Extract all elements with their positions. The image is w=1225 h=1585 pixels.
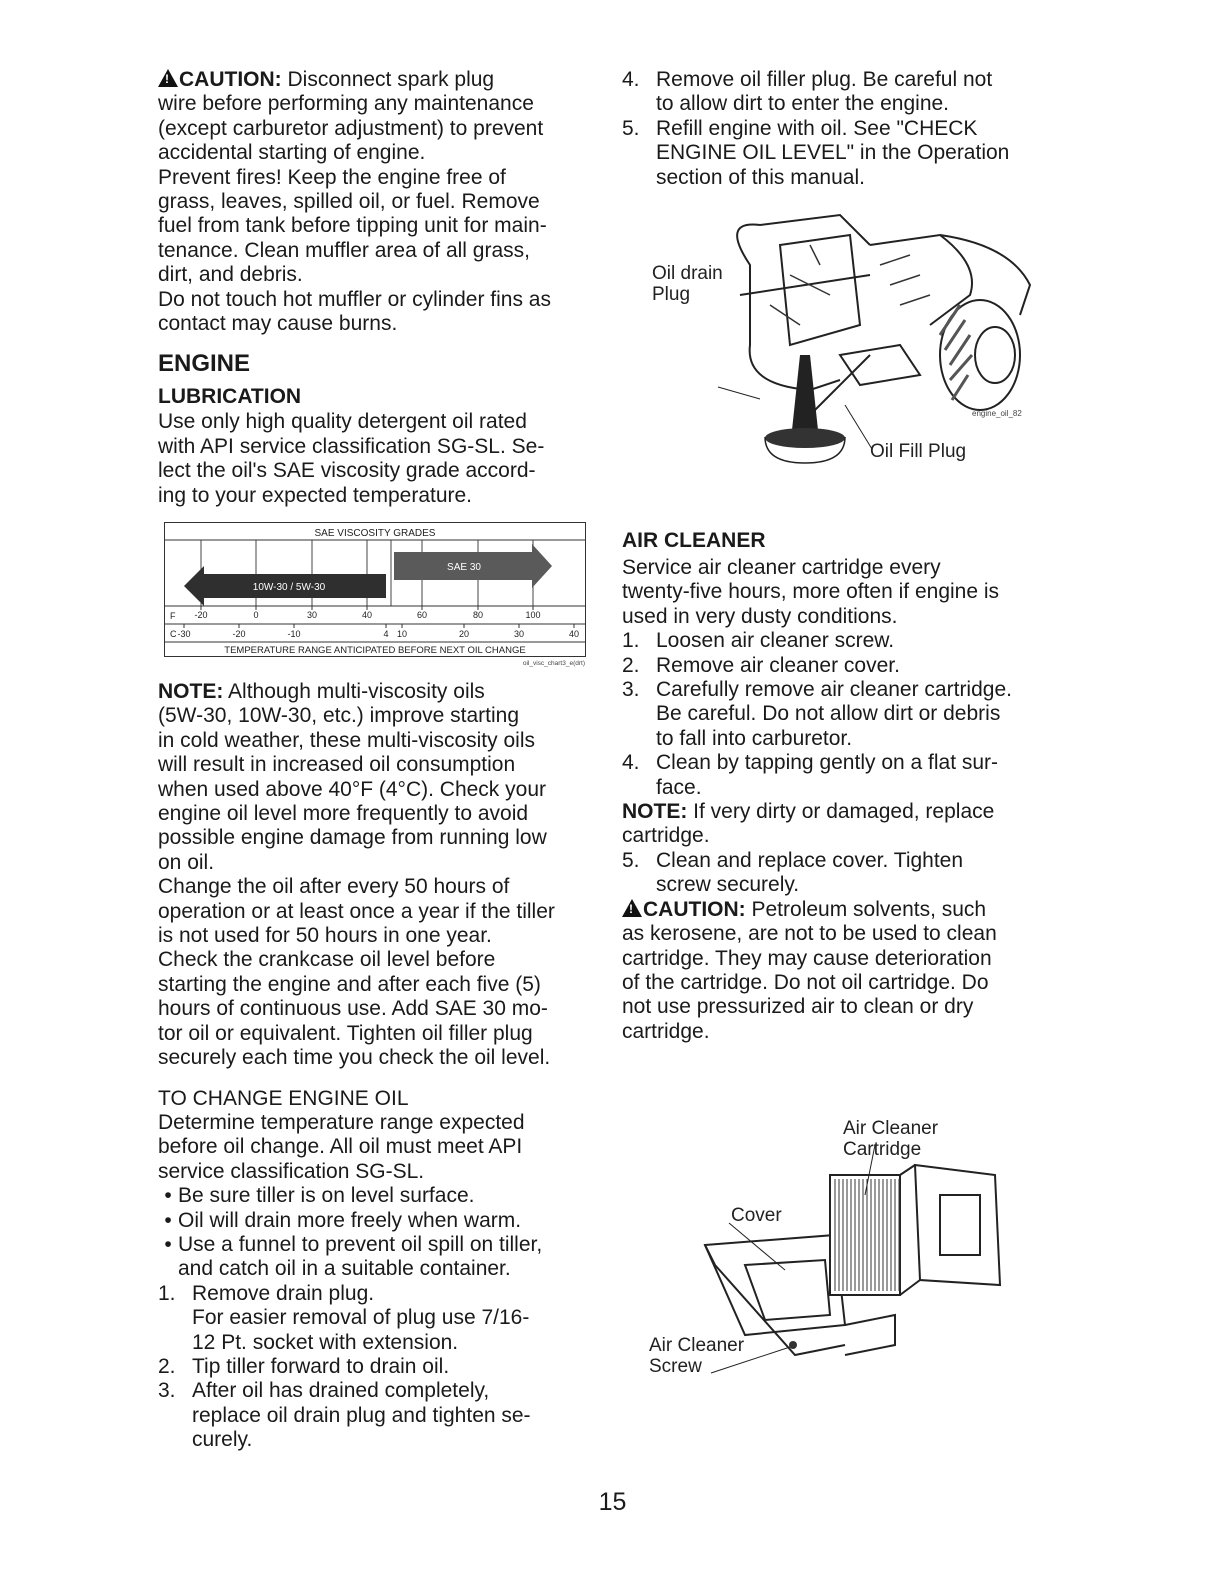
change-oil-steps [158, 1282, 598, 1453]
step-text: After oil has drained completely, [192, 1379, 490, 1403]
air-cleaner-step-5 [622, 849, 1052, 898]
fahrenheit-tick-label: 40 [361, 610, 373, 620]
text-line: service classification SG-SL. [158, 1159, 425, 1183]
text-line: ing to your expected temperature. [158, 483, 473, 507]
text-line: tenance. Clean muffler area of all grass, [158, 238, 530, 262]
text-line: Although multi-viscosity oils [228, 680, 485, 703]
text-line: before oil change. All oil must meet API [158, 1135, 523, 1159]
text-line: Change the oil after every 50 hours of [158, 875, 510, 899]
celsius-tick-label: 10 [396, 629, 408, 639]
numbered-step-line [622, 849, 1052, 873]
step-text: Carefully remove air cleaner cartridge. [656, 678, 1012, 702]
numbered-step-line [158, 1306, 598, 1330]
numbered-step-line [622, 629, 1052, 653]
bullet-text: and catch oil in a suitable container. [178, 1257, 511, 1281]
step-number [158, 1331, 192, 1355]
step-number [622, 141, 656, 165]
oil-pan [765, 428, 845, 448]
fahrenheit-tick-label: 30 [306, 610, 318, 620]
note-body [158, 704, 598, 1070]
numbered-step-line [158, 1379, 598, 1403]
text-line: securely each time you check the oil level. [158, 1046, 551, 1070]
numbered-step-line [622, 873, 1052, 897]
bullet-line [158, 1233, 598, 1257]
numbered-step-line [622, 141, 1052, 165]
fahrenheit-tick-label: 80 [472, 610, 484, 620]
text-line: possible engine damage from running low [158, 826, 547, 850]
text-line: Determine temperature range expected [158, 1110, 525, 1134]
step-text: section of this manual. [656, 165, 865, 189]
label-line: Screw [649, 1356, 702, 1377]
step-text: ENGINE OIL LEVEL" in the Operation [656, 141, 1010, 165]
bullet-icon: • [164, 1232, 172, 1256]
cover-leader [729, 1223, 785, 1270]
lubrication-body [158, 410, 598, 508]
oil-stream [792, 355, 818, 430]
viscosity-chart [164, 522, 588, 668]
text-line: with API service classification SG-SL. Se- [158, 434, 545, 458]
celsius-tick-label: 4 [383, 629, 389, 639]
step-number [622, 92, 656, 116]
text-line: is not used for 50 hours in one year. [158, 924, 492, 948]
step-number: 2. [158, 1354, 176, 1378]
step-text: face. [656, 775, 702, 799]
text-line: when used above 40°F (4°C). Check your [158, 777, 546, 801]
change-oil-body [158, 1111, 598, 1184]
step-text: 12 Pt. socket with extension. [192, 1330, 459, 1354]
text-line: starting the engine and after each five (5) [158, 972, 541, 996]
change-oil-heading: TO CHANGE ENGINE OIL [158, 1086, 409, 1110]
numbered-step-line [158, 1355, 598, 1379]
celsius-tick-label: 40 [568, 629, 580, 639]
text-line: contact may cause burns. [158, 312, 398, 336]
numbered-step-line [622, 92, 1052, 116]
tiller-illustration [640, 205, 1040, 475]
step-number: 5. [622, 116, 640, 140]
text-line: Use only high quality detergent oil rated [158, 410, 527, 434]
oil-fill-steps [622, 68, 1052, 190]
text-line: Petroleum solvents, such [751, 897, 987, 921]
text-line: cartridge. [622, 1019, 710, 1043]
numbered-step-line [622, 654, 1052, 678]
step-text: Remove oil filler plug. Be careful not [656, 68, 993, 91]
drain-leader [718, 387, 760, 399]
label-line: Plug [652, 284, 691, 305]
step-text: to allow dirt to enter the engine. [656, 92, 950, 116]
note-label: NOTE: [622, 800, 688, 824]
fahrenheit-label: F [170, 611, 176, 621]
step-text: Tip tiller forward to drain oil. [192, 1354, 450, 1378]
bullet-line [158, 1184, 598, 1208]
numbered-step-line [622, 166, 1052, 190]
air-caution-body [622, 922, 1052, 1044]
air-cleaner-body [622, 556, 1052, 629]
step-text: to fall into carburetor. [656, 726, 853, 750]
step-text: screw securely. [656, 873, 800, 897]
text-line: accidental starting of engine. [158, 141, 426, 165]
caution-label: CAUTION: [179, 68, 282, 91]
step-number: 2. [622, 653, 640, 677]
text-line: Prevent fires! Keep the engine free of [158, 165, 506, 189]
air-cleaner-cartridge-label [843, 1118, 938, 1160]
text-line: wire before performing any maintenance [158, 92, 534, 116]
step-text: Loosen air cleaner screw. [656, 629, 895, 653]
step-text: Clean and replace cover. Tighten [656, 848, 964, 872]
label-line: Air Cleaner [649, 1335, 745, 1356]
step-text: Clean by tapping gently on a flat sur- [656, 751, 999, 775]
numbered-step-line [622, 776, 1052, 800]
text-line: grass, leaves, spilled oil, or fuel. Remove [158, 190, 540, 214]
text-line: will result in increased oil consumption [158, 753, 516, 777]
step-text: curely. [192, 1428, 253, 1452]
left-column-lower [158, 680, 598, 1453]
caution-label: CAUTION: [643, 897, 746, 921]
fahrenheit-tick-label: 60 [416, 610, 428, 620]
step-text: Refill engine with oil. See "CHECK [656, 116, 978, 140]
text-line: operation or at least once a year if the tiller [158, 899, 555, 923]
text-line: of the cartridge. Do not oil cartridge. Do [622, 970, 989, 994]
warning-triangle-icon [158, 69, 178, 87]
numbered-step-line [622, 678, 1052, 702]
numbered-step-line [622, 727, 1052, 751]
bullet-icon: • [164, 1208, 172, 1232]
numbered-step-line [622, 702, 1052, 726]
screw-head [789, 1341, 797, 1349]
celsius-tick-label: 20 [458, 629, 470, 639]
lubrication-heading: LUBRICATION [158, 385, 302, 409]
bullet-icon [158, 1257, 178, 1281]
warning-triangle-icon [622, 899, 642, 917]
text-line: (except carburetor adjustment) to prevent [158, 116, 544, 140]
text-line: (5W-30, 10W-30, etc.) improve starting [158, 704, 520, 728]
text-line: cartridge. They may cause deterioration [622, 946, 992, 970]
note-paragraph [158, 680, 598, 704]
sae30-bar-label: SAE 30 [447, 562, 481, 573]
step-text: Be careful. Do not allow dirt or debris [656, 702, 1001, 726]
bullet-text: Use a funnel to prevent oil spill on tiller, [178, 1232, 543, 1256]
oil-fill-plug-label: Oil Fill Plug [870, 441, 967, 462]
step-number [158, 1404, 192, 1428]
fill-leader [845, 405, 872, 449]
text-line: tor oil or equivalent. Tighten oil filler plug [158, 1021, 533, 1045]
step-number: 5. [622, 848, 640, 872]
text-line: in cold weather, these multi-viscosity oils [158, 728, 535, 752]
text-line: Do not touch hot muffler or cylinder fins as [158, 287, 551, 311]
text-line: twenty-five hours, more often if engine is [622, 580, 1000, 604]
air-caution-paragraph [622, 898, 1052, 922]
text-line: lect the oil's SAE viscosity grade accord- [158, 459, 536, 483]
text-line: used in very dusty conditions. [622, 604, 898, 628]
label-line: Oil drain [652, 263, 723, 284]
numbered-step-line [622, 751, 1052, 775]
text-line: If very dirty or damaged, replace [693, 800, 995, 824]
bullet-text: Oil will drain more freely when warm. [178, 1208, 522, 1232]
label-line: Cartridge [843, 1139, 922, 1160]
text-line: cartridge. [622, 824, 710, 848]
chart-footer: TEMPERATURE RANGE ANTICIPATED BEFORE NEXT OIL CHANGE [224, 645, 526, 656]
step-number [158, 1428, 192, 1452]
step-number [622, 727, 656, 751]
left-column [158, 68, 598, 508]
celsius-tick-label: -10 [287, 629, 301, 639]
step-text: For easier removal of plug use 7/16- [192, 1306, 530, 1330]
numbered-step-line [158, 1404, 598, 1428]
cover-label: Cover [731, 1205, 782, 1226]
text-line: engine oil level more frequently to avoid [158, 802, 529, 826]
right-column [622, 68, 1052, 190]
bullet-line [158, 1257, 598, 1281]
celsius-tick-label: -30 [177, 629, 191, 639]
step-number: 4. [622, 751, 640, 775]
step-number [622, 873, 656, 897]
text-line: fuel from tank before tipping unit for main- [158, 214, 547, 238]
tiller-oil-figure [640, 205, 1040, 475]
figure-code: engine_oil_82 [972, 409, 1022, 418]
fahrenheit-tick-label: 100 [525, 610, 541, 620]
celsius-tick-label: -20 [232, 629, 246, 639]
celsius-tick-label: 30 [513, 629, 525, 639]
air-cleaner-heading: AIR CLEANER [622, 529, 766, 552]
chart-code: oil_visc_chart3_e(drt) [522, 660, 585, 667]
step-number: 4. [622, 68, 640, 91]
text-line: as kerosene, are not to be used to clean [622, 922, 997, 946]
engine-heading: ENGINE [158, 350, 251, 378]
numbered-step-line [158, 1331, 598, 1355]
bullet-text: Be sure tiller is on level surface. [178, 1184, 475, 1208]
air-cleaner-steps [622, 629, 1052, 800]
fahrenheit-tick-label: 0 [253, 610, 259, 620]
numbered-step-line [622, 117, 1052, 141]
bullet-icon: • [164, 1184, 172, 1208]
air-note-paragraph [622, 800, 1052, 824]
text-line: Check the crankcase oil level before [158, 948, 496, 972]
oil-drain-label [652, 263, 723, 305]
fahrenheit-tick-label: -20 [194, 610, 208, 620]
step-text: Remove air cleaner cover. [656, 653, 900, 677]
note-label: NOTE: [158, 680, 224, 703]
step-number: 1. [158, 1281, 176, 1305]
bullet-line [158, 1209, 598, 1233]
right-column-lower [622, 528, 1052, 1044]
step-number [622, 166, 656, 190]
text-line: hours of continuous use. Add SAE 30 mo- [158, 997, 548, 1021]
air-cleaner-screw-label [649, 1335, 744, 1377]
step-number: 3. [158, 1379, 176, 1403]
text-line: on oil. [158, 850, 215, 874]
air-cleaner-figure [645, 1115, 1045, 1395]
text-line: Disconnect spark plug [287, 68, 495, 91]
text-line: dirt, and debris. [158, 263, 303, 287]
step-number: 1. [622, 629, 640, 653]
page-number: 15 [598, 1488, 627, 1516]
text-line: Service air cleaner cartridge every [622, 556, 941, 579]
multi-viscosity-bar-label: 10W-30 / 5W-30 [252, 582, 326, 593]
step-number [622, 702, 656, 726]
chart-title: SAE VISCOSITY GRADES [314, 528, 436, 539]
change-oil-bullets [158, 1184, 598, 1282]
numbered-step-line [622, 68, 1052, 92]
numbered-step-line [158, 1282, 598, 1306]
viscosity-chart-svg [164, 522, 588, 668]
numbered-step-line [158, 1428, 598, 1452]
text-line: not use pressurized air to clean or dry [622, 995, 974, 1019]
step-text: replace oil drain plug and tighten se- [192, 1403, 531, 1427]
step-text: Remove drain plug. [192, 1281, 375, 1305]
step-number [622, 776, 656, 800]
celsius-label: C [170, 629, 177, 639]
label-line: Air Cleaner [843, 1118, 939, 1139]
step-number: 3. [622, 678, 640, 702]
step-number [158, 1306, 192, 1330]
caution-body [158, 92, 598, 336]
caution-paragraph [158, 68, 598, 92]
